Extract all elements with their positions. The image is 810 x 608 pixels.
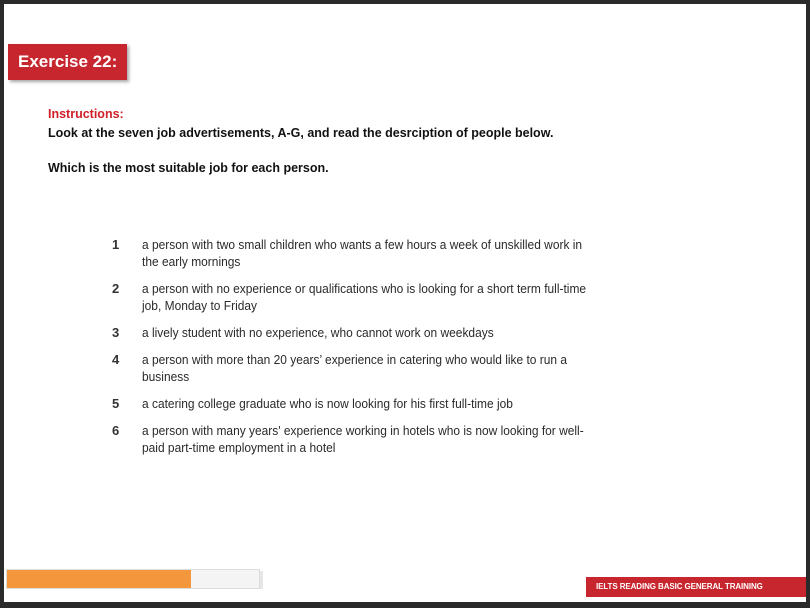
list-item [112, 236, 632, 270]
item-number: 4 [112, 352, 120, 367]
instructions-label: Instructions: [48, 107, 124, 121]
item-text: a person with more than 20 years’ experience in catering who would like to run a business [142, 352, 568, 384]
progress-bar-edge [260, 571, 263, 589]
person-list [112, 236, 632, 466]
slide [4, 4, 806, 602]
item-text: a person with no experience or qualifications who is looking for a short term full-time job, Monday to Friday [142, 281, 587, 313]
item-number: 1 [112, 237, 120, 252]
item-number: 6 [112, 423, 120, 438]
item-text: a lively student with no experience, who cannot work on weekdays [142, 325, 494, 340]
exercise-title: Exercise 22: [8, 44, 127, 80]
item-number: 3 [112, 325, 120, 340]
footer-label: IELTS READING BASIC GENERAL TRAINING [586, 577, 806, 597]
list-item [112, 280, 632, 314]
list-item [112, 395, 632, 412]
list-item [112, 324, 632, 341]
item-text: a catering college graduate who is now looking for his first full-time job [142, 396, 513, 411]
item-text: a person with many years' experience working in hotels who is now looking for well-paid part-time employment in a hotel [142, 423, 584, 455]
progress-bar [6, 569, 260, 589]
item-number: 2 [112, 281, 120, 296]
instructions-line-1: Look at the seven job advertisements, A-G, and read the desrciption of people below. [48, 126, 554, 140]
list-item [112, 351, 632, 385]
item-number: 5 [112, 396, 120, 411]
progress-fill [7, 570, 191, 588]
item-text: a person with two small children who wants a few hours a week of unskilled work in the early mornings [142, 237, 583, 269]
instructions-line-2: Which is the most suitable job for each person. [48, 161, 329, 175]
list-item [112, 422, 632, 456]
